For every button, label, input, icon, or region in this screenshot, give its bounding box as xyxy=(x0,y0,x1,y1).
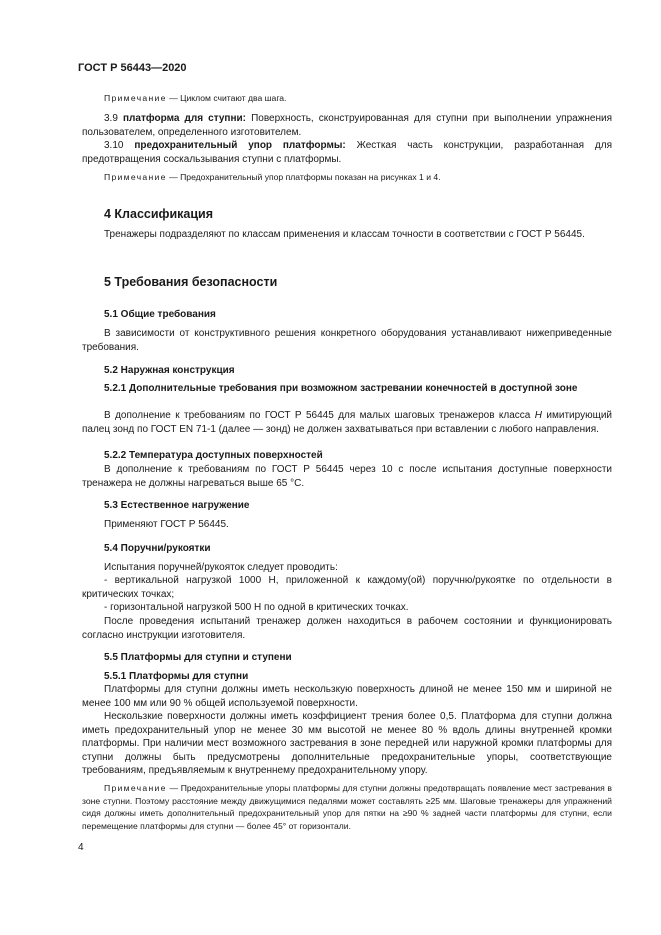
page-number: 4 xyxy=(78,842,84,853)
note-platform-stop: Примечание — Предохранительный упор платформы показан на рисунках 1 и 4. xyxy=(104,172,441,182)
section-5-title: 5 Требования безопасности xyxy=(104,275,278,289)
section-5-4-title: 5.4 Поручни/рукоятки xyxy=(104,543,211,554)
section-5-2-1-title: 5.2.1 Дополнительные требования при возможном застревании конечностей в доступной зоне xyxy=(104,383,578,394)
term-3-9: 3.9 платформа для ступни: Поверхность, сконструированная для ступни при выполнении упражнения пользователем, определенного изготовителем. xyxy=(82,113,612,138)
section-5-1-text: В зависимости от конструктивного решения конкретного оборудования устанавливают нижеприведенные требования. xyxy=(82,328,612,353)
section-5-2-2-title: 5.2.2 Температура доступных поверхностей xyxy=(104,450,323,461)
section-5-4-intro: Испытания поручней/рукояток следует проводить: xyxy=(104,562,338,573)
section-5-2-1-text: В дополнение к требованиям по ГОСТ Р 56445 для малых шаговых тренажеров класса Н имитирующий палец зонд по ГОСТ EN 71-1 (далее — зонд) не должен захватываться при вставлении с любого направления. xyxy=(82,410,612,435)
section-5-3-text: Применяют ГОСТ Р 56445. xyxy=(104,519,229,530)
section-5-5-1-title: 5.5.1 Платформы для ступни xyxy=(104,671,249,682)
section-5-5-1-p2: Нескользкие поверхности должны иметь коэффициент трения более 0,5. Платформа для ступни должна иметь предохранительный упор не менее 30 мм высотой не менее 80 % вдоль длины внутренней кромки платформы. При наличии мест возможного застревания в зоне передней или наружной кромки платформы для ступни должны быть предусмотрены дополнительные предохранительные упоры, соответствующие требованиям, предъявляемым к внутреннему предохранительному упору. xyxy=(82,711,612,776)
term-3-10: 3.10 предохранительный упор платформы: Жесткая часть конструкции, разработанная для предотвращения соскальзывания ступни с платформы. xyxy=(82,140,612,165)
section-4-title: 4 Классификация xyxy=(104,207,214,221)
section-5-4-item1: - вертикальной нагрузкой 1000 Н, приложенной к каждому(ой) поручню/рукоятке по отдельности в критических точках; xyxy=(82,575,612,600)
section-5-5-1-p1: Платформы для ступни должны иметь нескользкую поверхность длиной не менее 150 мм и шириной не менее 100 мм или 90 % общей используемой поверхности. xyxy=(82,684,612,709)
page-header: ГОСТ Р 56443—2020 xyxy=(78,62,187,74)
note-platform-stops: Примечание — Предохранительные упоры платформы для ступни должны предотвращать появление мест застревания в зоне ступни. Поэтому расстояние между движущимися педалями может составлять ≥25 мм. Шаговые тренажеры для упражнений сидя должны иметь дополнительный предохранительный упор для пятки на ≥90 % задней части платформы для ступни, если перемещение платформы для ступни — более 45° от горизонтали. xyxy=(82,783,612,831)
section-5-2-title: 5.2 Наружная конструкция xyxy=(104,365,235,376)
section-4-text: Тренажеры подразделяют по классам применения и классам точности в соответствии с ГОСТ Р 56445. xyxy=(104,229,585,240)
section-5-1-title: 5.1 Общие требования xyxy=(104,309,216,320)
section-5-4-item2: - горизонтальной нагрузкой 500 Н по одной в критических точках. xyxy=(104,602,409,613)
section-5-5-title: 5.5 Платформы для ступни и ступени xyxy=(104,652,292,663)
section-5-3-title: 5.3 Естественное нагружение xyxy=(104,500,250,511)
note-cycle: Примечание — Циклом считают два шага. xyxy=(104,93,287,103)
section-5-2-2-text: В дополнение к требованиям по ГОСТ Р 56445 через 10 с после испытания доступные поверхности тренажера не должны нагреваться выше 65 °С. xyxy=(82,464,612,489)
section-5-4-after: После проведения испытаний тренажер должен находиться в рабочем состоянии и функционировать согласно инструкции изготовителя. xyxy=(82,616,612,641)
